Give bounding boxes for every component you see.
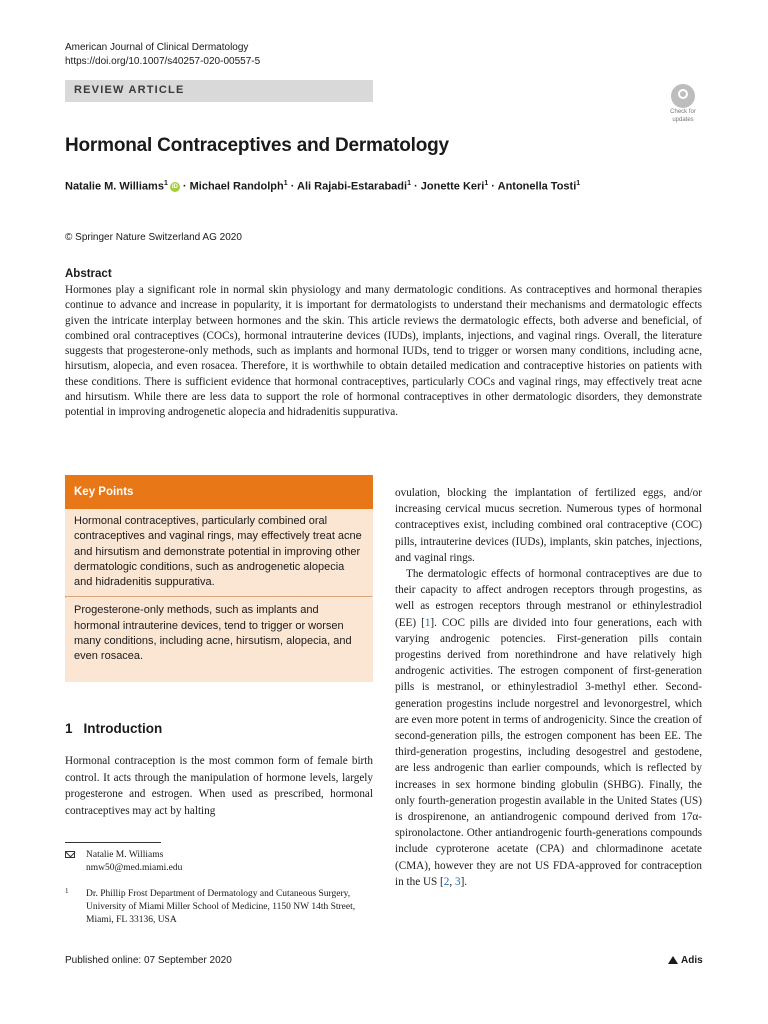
author-affiliation-sup: 1 bbox=[283, 180, 288, 187]
badge-text-2: updates bbox=[672, 117, 694, 123]
section-number: 1 bbox=[65, 721, 73, 736]
abstract-text: Hormones play a significant role in normal skin physiology and many dermatologic conditions. As contraceptives and hormonal therapies continue to advance and increase in popularity, it is important for dermatologists to understand their mechanisms and dermatologic effects given the intricate interplay between hormones and the skin. This article reviews the dermatologic effects, both adverse and beneficial, of combined oral contraceptives (COCs), hormonal intrauterine devices (IUDs), implants, injections, and vaginal rings. Overall, the literature suggests that progesterone-only methods, such as implants and hormonal IUDs, tend to trigger or worsen many conditions, including acne, hirsutism, alopecia, and even rosacea. Therefore, it is worthwhile to obtain detailed medication and contraceptive histories on patients with these conditions. There is sufficient evidence that hormonal contraceptives, particularly COCs and vaginal rings, may effectively treat acne and hirsutism. While there are less data to support the role of hormonal contraceptives in other dermatologic disorders, they demonstrate potential in improving androgenetic alopecia and hidradenitis suppurativa. bbox=[65, 284, 702, 419]
copyright-notice: © Springer Nature Switzerland AG 2020 bbox=[65, 232, 242, 243]
section-title: Introduction bbox=[83, 721, 163, 736]
affiliation-text: Dr. Phillip Frost Department of Dermatology and Cutaneous Surgery, University of Miami Miller School of Medicine, 1150 NW 14th Street, Miami, FL 33136, USA bbox=[86, 889, 356, 925]
correspondence-email[interactable]: nmw50@med.miami.edu bbox=[86, 863, 183, 873]
check-for-updates-badge[interactable] bbox=[664, 84, 702, 124]
badge-text-1: Check for bbox=[670, 109, 696, 115]
body-paragraph bbox=[395, 566, 702, 890]
affiliation-number: 1 bbox=[65, 887, 69, 895]
section-heading-introduction bbox=[65, 721, 162, 736]
author-name[interactable]: Antonella Tosti bbox=[497, 180, 577, 193]
article-title: Hormonal Contraceptives and Dermatology bbox=[65, 135, 449, 156]
footnote-divider bbox=[65, 842, 161, 843]
published-date: Published online: 07 September 2020 bbox=[65, 955, 232, 966]
paragraph-text: ]. COC pills are divided into four generations, each with varying androgenic potencies. First-generation pills contain progestins derived from norethindrone and have relatively high androgenic activities. The estrogen component of first-generation pills is mestranol, or ethinylestradiol 3-methyl ether. Second-generation progestins include norgestrel and levonorgestrel, which are even more potent in terms of androgenicity. Since the creation of second-generation pills, the estrogen component has been EE. The third-generation progestins, including desogestrel and gestodene, are less androgenic than earlier compounds, which is reflected by increases in sex hormone binding globulin (SHBG). Finally, the only fourth-generation progestin available in the United States (US) is drospirenone, an antiandrogenic compound derived from 17α-spironolactone. Other antiandrogenic fourth-generations compounds include cyproterone acetate (CPA) and chlormadinone acetate (CMA), however they are not US FDA-approved for contraception in the US [ bbox=[395, 616, 702, 888]
publisher-name: Adis bbox=[681, 955, 703, 966]
check-for-updates-icon bbox=[671, 84, 695, 108]
abstract-heading: Abstract bbox=[65, 268, 112, 280]
article-type-banner bbox=[65, 80, 373, 102]
right-column-text bbox=[395, 485, 702, 890]
key-points-box bbox=[65, 475, 373, 682]
orcid-icon[interactable]: iD bbox=[171, 183, 178, 190]
citation-link[interactable]: 1 bbox=[424, 616, 431, 629]
introduction-text: Hormonal contraception is the most common form of female birth control. It acts through the manipulation of hormone levels, largely progesterone and estrogen. When used as prescribed, hormonal contraceptives may act by halting bbox=[65, 755, 373, 817]
doi-link[interactable]: https://doi.org/10.1007/s40257-020-00557-5 bbox=[65, 56, 261, 67]
citation-separator: , bbox=[449, 875, 455, 888]
paragraph-text: The dermatologic effects of hormonal contraceptives are due to their capacity to affect androgen receptors through progestins, as well as estrogen receptors through mestranol or ethinylestradiol (EE) [ bbox=[395, 568, 702, 629]
key-points-heading: Key Points bbox=[65, 475, 373, 509]
adis-logo-icon bbox=[668, 956, 678, 964]
key-point-item: Hormonal contraceptives, particularly combined oral contraceptives and vaginal rings, may effectively treat acne and hirsutism and demonstrate potential in improving other dermatologic conditions, such as androgenetic alopecia and hidradenitis suppurativa. bbox=[74, 515, 362, 589]
citation-link[interactable]: 2 bbox=[443, 875, 450, 888]
author-name[interactable]: Ali Rajabi-Estarabadi bbox=[297, 180, 408, 193]
author-list: Natalie M. Williams$^1$ iD · Michael Randolph$^1$ · Ali Rajabi-Estarabadi$^1$ · Jonette Keri$^1$ · Antonella Tosti$^1$ bbox=[65, 180, 581, 193]
author-affiliation-sup: 1 bbox=[407, 180, 411, 187]
paragraph-text: ]. bbox=[460, 875, 468, 888]
author-affiliation-sup: 1 bbox=[163, 180, 168, 187]
article-type-label: REVIEW ARTICLE bbox=[74, 84, 185, 96]
author-name[interactable]: Natalie M. Williams bbox=[65, 180, 164, 193]
author-affiliation-sup: 1 bbox=[484, 180, 489, 187]
key-point-item: Progesterone-only methods, such as implants and hormonal intrauterine devices, tend to trigger or worsen many conditions, including acne, hirsutism, alopecia, and even rosacea. bbox=[74, 604, 352, 663]
journal-name: American Journal of Clinical Dermatology bbox=[65, 42, 249, 53]
author-name[interactable]: Michael Randolph bbox=[189, 180, 284, 193]
publisher-logo bbox=[668, 955, 703, 966]
author-affiliation-sup: 1 bbox=[576, 180, 581, 187]
body-paragraph: ovulation, blocking the implantation of fertilized eggs, and/or increasing cervical mucus secretion. Numerous types of hormonal contraceptives exist, including combined oral contraceptive (COC) pills, intrauterine devices (IUDs), implants, skin patches, injections, and vaginal rings. bbox=[395, 487, 702, 564]
author-name[interactable]: Jonette Keri bbox=[420, 180, 485, 193]
correspondence-name: Natalie M. Williams bbox=[86, 850, 164, 860]
envelope-icon bbox=[65, 851, 75, 858]
citation-link[interactable]: 3 bbox=[454, 875, 461, 888]
